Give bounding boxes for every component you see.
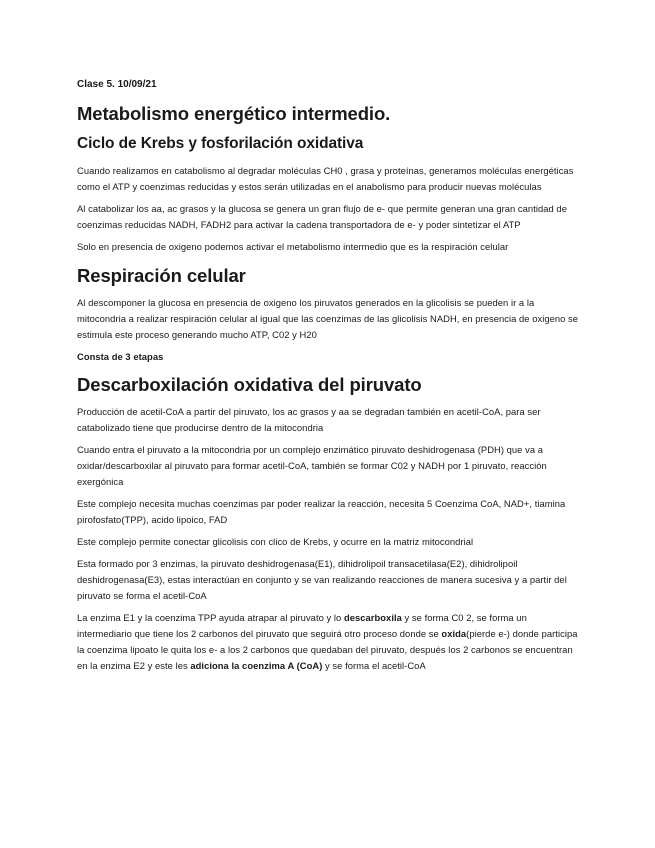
paragraph-oxigeno: Solo en presencia de oxigeno podemos activar el metabolismo intermedio que es la respiración celular <box>77 241 509 252</box>
section-title-descarboxilacion: Descarboxilación oxidativa del piruvato <box>77 374 422 395</box>
paragraph-coenzimas: Al catabolizar los aa, ac grasos y la glucosa se genera un gran flujo de e- que permite generan una gran cantidad de coenzimas reducidas NADH, FADH2 para activar la cadena transportadora de e- y poder sintetizar el ATP <box>77 203 567 230</box>
text-segment: y se forma C0 2, se forma un intermediario que tiene los 2 carbonos del piruvato que seguirá otro proceso donde se <box>77 612 527 639</box>
document-page <box>77 78 580 680</box>
class-date: Clase 5. 10/09/21 <box>77 79 157 90</box>
text-segment: (pierde e-) donde participa la coenzima lipoato le quita los e- a los 2 carbonos que quedaban del piruvato, después los 2 carbonos se encuentran en la enzima E2 y este les <box>77 628 578 671</box>
paragraph-catabolismo: Cuando realizamos en catabolismo al degradar moléculas CH0 , grasa y proteínas, generamos moléculas energéticas como el ATP y coenzimas reducidas y estos serán utilizadas en el anabolismo para producir nuevas moléculas <box>77 165 574 192</box>
paragraph-glucosa: Al descomponer la glucosa en presencia de oxigeno los piruvatos generados en la glicolisis se pueden ir a la mitocondria a realizar respiración celular al igual que las coenzimas de las glicolisis NADH, en presencia de oxigeno se estimula este proceso generando mucho ATP, C02 y H20 <box>77 297 579 340</box>
paragraph-acetil-coa: Producción de acetil-CoA a partir del piruvato, los ac grasos y aa se degradan también en acetil-CoA, para ser catabolizado tiene que producirse dentro de la mitocondria <box>77 406 541 433</box>
text-segment: La enzima E1 y la coenzima TPP ayuda atrapar al piruvato y lo <box>77 612 344 623</box>
paragraph-conexion: Este complejo permite conectar glicolisis con clico de Krebs, y ocurre en la matriz mitocondrial <box>77 536 474 547</box>
bold-oxida: oxida <box>441 628 467 639</box>
paragraph-mecanismo <box>77 610 580 674</box>
paragraph-coenzimas-complejo: Este complejo necesita muchas coenzimas par poder realizar la reacción, necesita 5 Coenzima CoA, NAD+, tiamina pirofosfato(TPP), acido lipoico, FAD <box>77 498 566 525</box>
paragraph-enzimas: Esta formado por 3 enzimas, la piruvato deshidrogenasa(E1), dihidrolipoil transacetilasa(E2), dihidrolipoil deshidrogenasa(E3), estas interactúan en conjunto y se van realizando reacciones de manera sucesiva y a partir del piruvato se forma el acetil-CoA <box>77 558 567 601</box>
section-title-krebs: Ciclo de Krebs y fosforilación oxidativa <box>77 135 364 152</box>
bold-adiciona-coa: adiciona la coenzima A (CoA) <box>190 660 323 671</box>
text-segment: y se forma el acetil-CoA <box>322 660 426 671</box>
paragraph-etapas: Consta de 3 etapas <box>77 351 164 362</box>
section-title-respiracion: Respiración celular <box>77 265 246 286</box>
bold-descarboxila: descarboxila <box>343 612 402 623</box>
main-title: Metabolismo energético intermedio. <box>77 103 391 124</box>
paragraph-pdh: Cuando entra el piruvato a la mitocondria por un complejo enzimático piruvato deshidrogenasa (PDH) que va a oxidar/descarboxilar al piruvato para formar acetil-CoA, también se formar C02 y NADH por 1 piruvato, reacción exergónica <box>77 444 547 487</box>
